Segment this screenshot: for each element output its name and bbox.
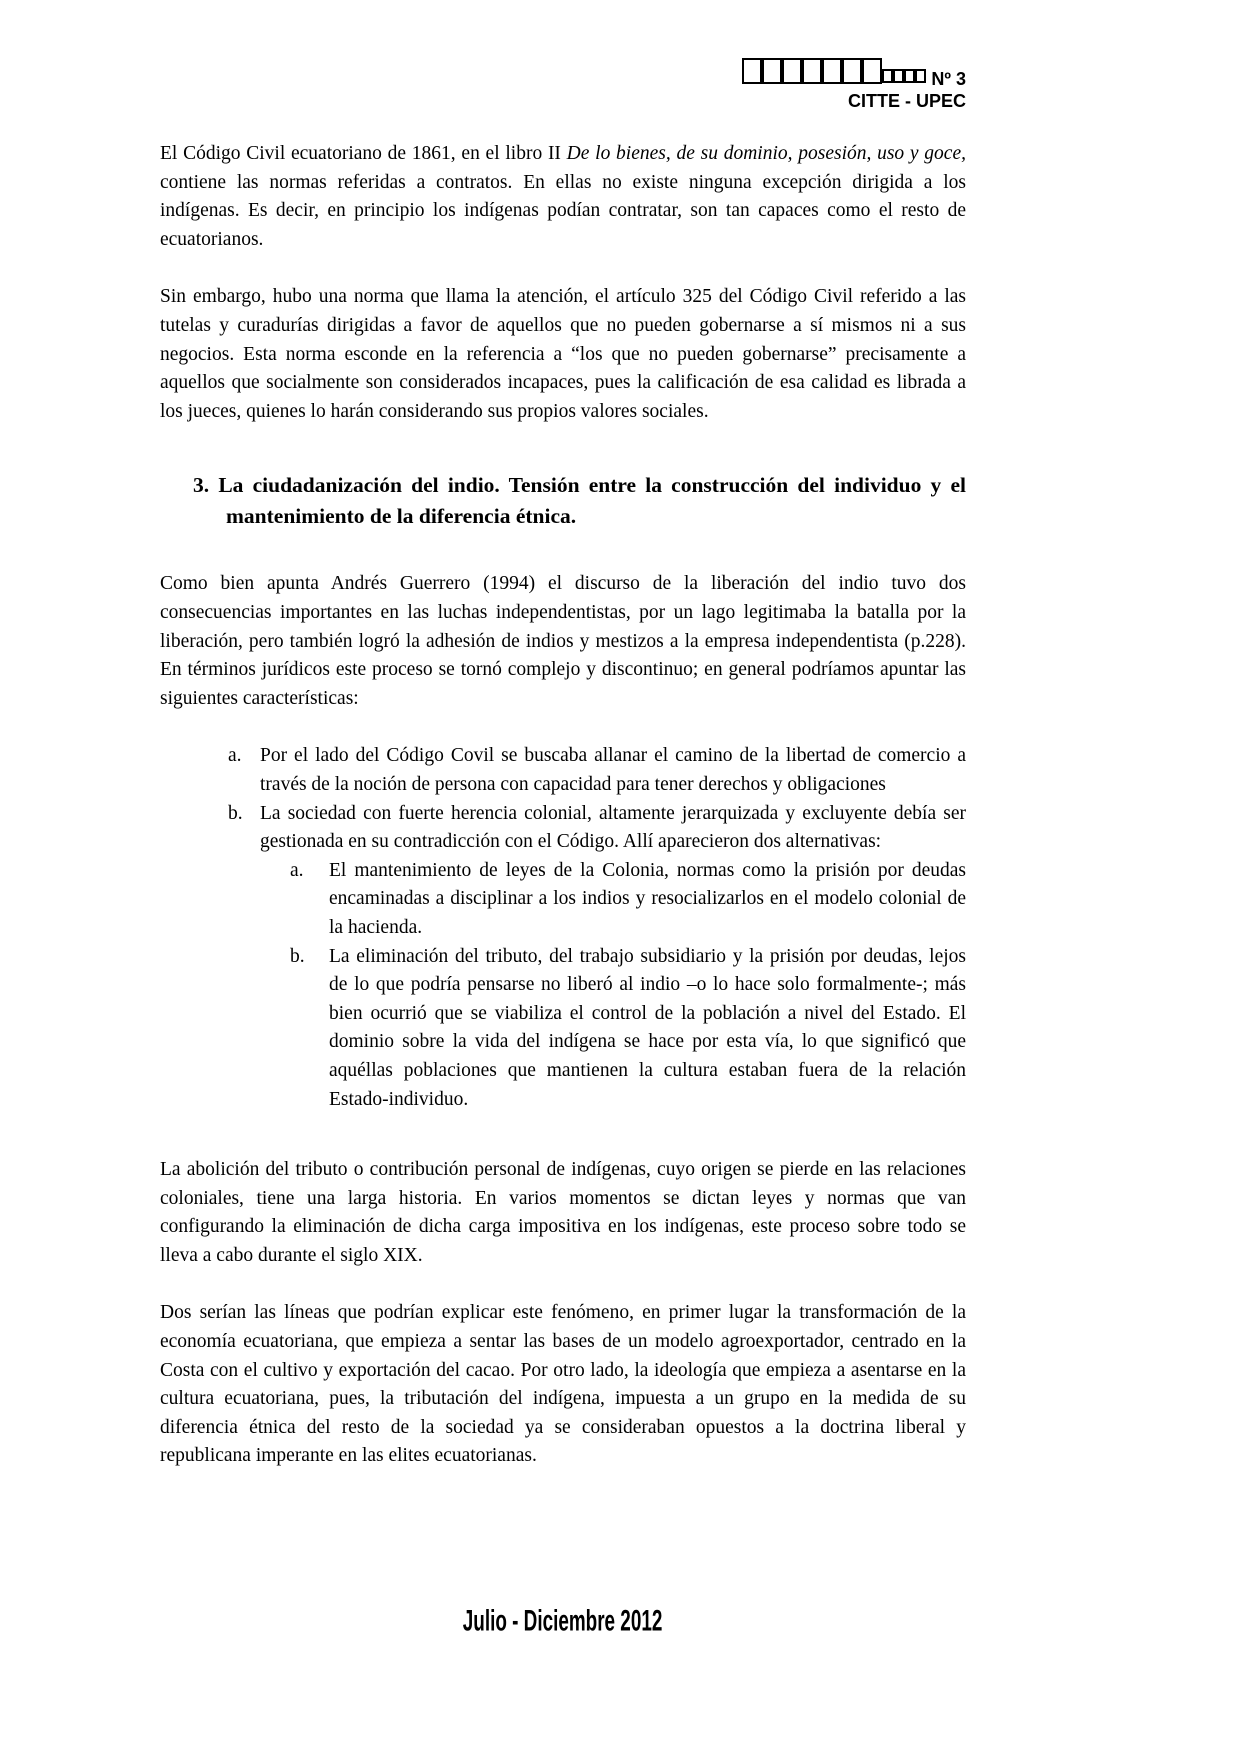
list-item-inner-b — [160, 943, 966, 1115]
list-item-text: La eliminación del tributo, del trabajo subsidiario y la prisión por deudas, lejos de lo que podría pensarse no liberó al indio –o lo hace solo formalmente-; más bien ocurrió que se viabiliza el control de la población a nivel del Estado. El dominio sobre la vida del indígena se hace por esta vía, lo que significó que aquéllas poblaciones que mantienen la cultura estaban fuera de la relación Estado-individuo. — [329, 945, 966, 1110]
organization-label: CITTE - UPEC — [847, 91, 966, 112]
missing-glyph-box-icon — [842, 58, 862, 84]
missing-glyph-boxes — [742, 58, 926, 89]
paragraph-article-325: Sin embargo, hubo una norma que llama la atención, el artículo 325 del Código Civil referido a las tutelas y curadurías dirigidas a favor de aquellos que no pueden gobernarse a sí mismos ni a sus negocios. Esta norma esconde en la referencia a “los que no pueden gobernarse” precisamente a aquellos que socialmente son considerados incapaces, pues la calificación de esa calidad es librada a los jueces, quienes lo harán considerando sus propios valores sociales. — [160, 286, 966, 422]
missing-glyph-box-icon — [782, 58, 802, 84]
list-item-outer-b — [160, 800, 966, 857]
list-marker: a. — [290, 859, 304, 881]
section-heading — [193, 470, 966, 532]
list-marker: b. — [228, 802, 243, 824]
list-item-text: La sociedad con fuerte herencia colonial, altamente jerarquizada y excluyente debía ser gestionada en su contradicción con el Código. Allí aparecieron dos alternativas: — [260, 802, 966, 853]
header-issue-line — [160, 58, 966, 89]
footer-date-label: Julio - Diciembre 2012 — [463, 1604, 663, 1638]
page-content — [160, 58, 966, 1500]
paragraph-1-italic-title: De lo bienes, de su dominio, posesión, uso y goce, — [566, 143, 966, 165]
list-item-inner-a — [160, 857, 966, 943]
missing-glyph-box-icon — [822, 58, 842, 84]
issue-number-label: Nº 3 — [931, 68, 966, 89]
list-marker: a. — [228, 745, 242, 767]
section-number: 3. — [193, 473, 210, 498]
missing-glyph-box-icon — [893, 69, 904, 83]
missing-glyph-box-icon — [915, 69, 926, 83]
missing-glyph-box-icon — [742, 58, 762, 84]
list-item-text: El mantenimiento de leyes de la Colonia, normas como la prisión por deudas encaminadas a disciplinar a los indios y resocializarlos en el modelo colonial de la hacienda. — [329, 859, 966, 938]
paragraph-1-post: contiene las normas referidas a contratos. En ellas no existe ninguna excepción dirigida a los indígenas. Es decir, en principio los indígenas podían contratar, son tan capaces como el resto de ecuatorianos. — [160, 171, 966, 250]
missing-glyph-box-icon — [762, 58, 782, 84]
paragraph-dos-lineas: Dos serían las líneas que podrían explicar este fenómeno, en primer lugar la transformación de la economía ecuatoriana, que empieza a sentar las bases de un modelo agroexportador, centrado en la Costa con el cultivo y exportación del cacao. Por otro lado, la ideología que empieza a asentarse en la cultura ecuatoriana, pues, la tributación del indígena, impuesta a un grupo en la medida de su diferencia étnica del resto de la sociedad ya se consideraban opuestos a la doctrina liberal y republicana imperante en las elites ecuatorianas. — [160, 1302, 966, 1467]
missing-glyph-box-icon — [802, 58, 822, 84]
list-item-text: Por el lado del Código Covil se buscaba allanar el camino de la libertad de comercio a través de la noción de persona con capacidad para tener derechos y obligaciones — [260, 745, 966, 795]
page-header — [160, 58, 966, 112]
page-footer — [160, 1606, 966, 1637]
missing-glyph-box-icon — [862, 58, 882, 84]
missing-glyph-box-icon — [904, 69, 915, 83]
missing-glyph-box-icon — [882, 69, 893, 83]
paragraph-civil-code — [160, 140, 966, 254]
paragraph-guerrero: Como bien apunta Andrés Guerrero (1994) el discurso de la liberación del indio tuvo dos consecuencias importantes en las luchas independentistas, por un lago legitimaba la batalla por la liberación, pero también logró la adhesión de indios y mestizos a la empresa independentista (p.228). En términos jurídicos este proceso se tornó complejo y discontinuo; en general podríamos apuntar las siguientes características: — [160, 573, 966, 709]
section-title: La ciudadanización del indio. Tensión entre la construcción del individuo y el mantenimiento de la diferencia étnica. — [218, 473, 966, 529]
list-item-outer-a — [160, 742, 966, 799]
list-marker: b. — [290, 945, 305, 967]
paragraph-1-pre: El Código Civil ecuatoriano de 1861, en el libro II — [160, 143, 567, 165]
paragraph-abolicion: La abolición del tributo o contribución personal de indígenas, cuyo origen se pierde en las relaciones coloniales, tiene una larga historia. En varios momentos se dictan leyes y normas que van configurando la eliminación de dicha carga impositiva en los indígenas, este proceso sobre todo se lleva a cabo durante el siglo XIX. — [160, 1159, 966, 1266]
